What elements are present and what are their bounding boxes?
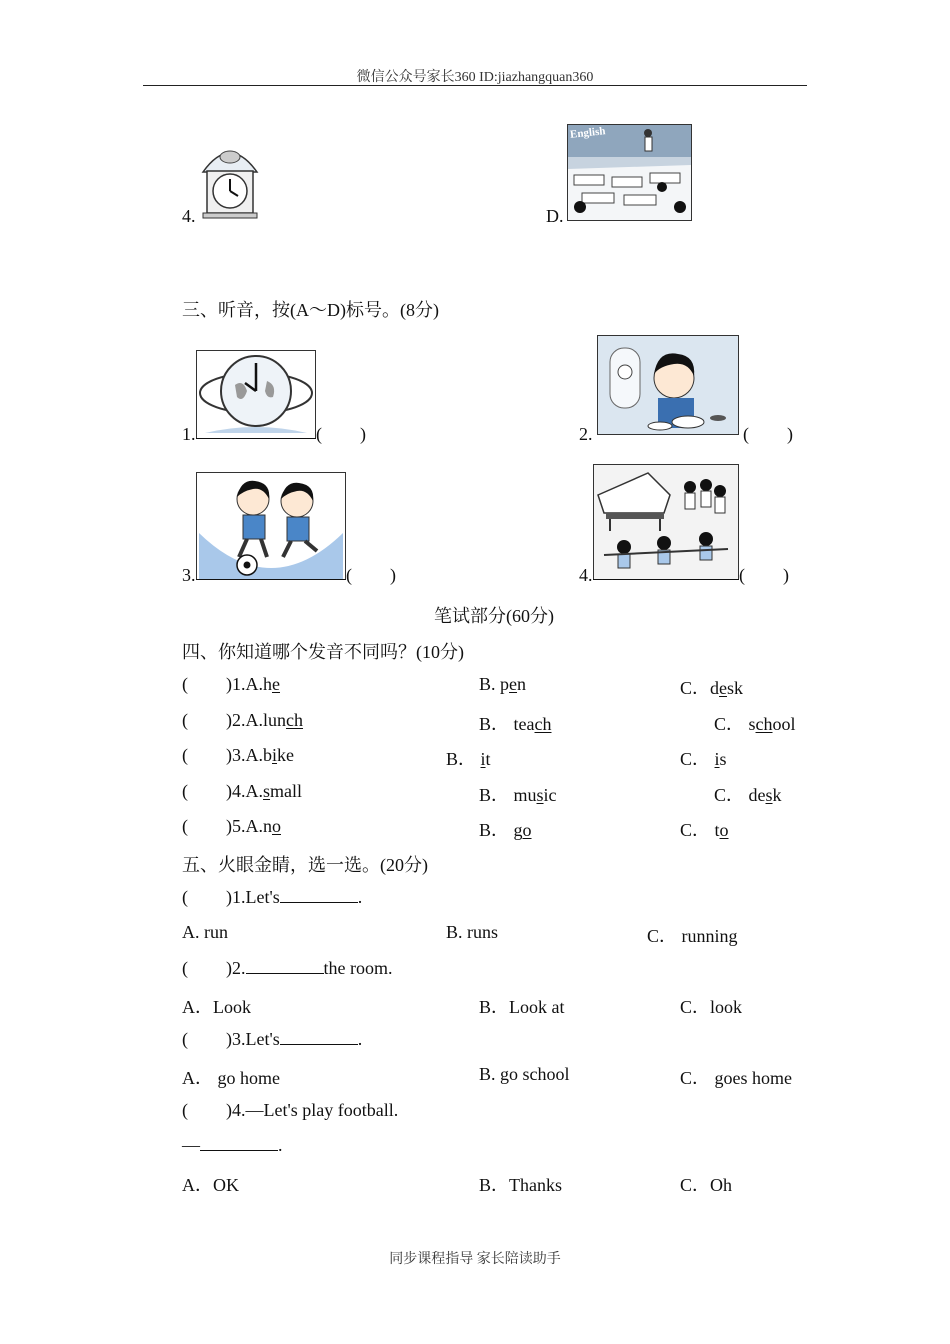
s4-q1-a-underlined: e [272, 674, 280, 694]
s5-q2-option-a: A．Look [182, 997, 251, 1017]
s4-q2-b-pre: B． tea [479, 714, 535, 734]
s5-q3-stem [182, 1029, 362, 1050]
s5-q1-stem [182, 887, 362, 908]
s5-q2-stem [182, 958, 393, 979]
written-part-title: 笔试部分(60分) [434, 606, 554, 626]
s4-q3-c-underlined: i [714, 749, 720, 769]
s4-q5-number: )5.A. [226, 816, 263, 836]
s4-q1-c-post: sk [727, 678, 744, 698]
s5-q2-blank [246, 971, 324, 974]
s3-item-1-paren-open: ( [316, 424, 322, 444]
s5-q1-option-b: B. runs [446, 922, 499, 942]
s4-q4-option-c [714, 781, 782, 807]
s5-q4-blank [200, 1148, 278, 1151]
s4-q4-c-post: k [772, 785, 782, 805]
s4-q3-stem [182, 745, 294, 766]
s4-q5-c-pre: C． t [680, 820, 720, 840]
boys-football-picture [196, 472, 346, 580]
s4-q1-stem [182, 674, 280, 695]
s3-item-4-paren [739, 565, 789, 586]
boy-eating-picture [597, 335, 739, 435]
s5-q4-paren: ( [182, 1100, 188, 1120]
s4-q5-b-pre: B． g [479, 820, 523, 840]
s5-q3-option-a: A． go home [182, 1068, 280, 1088]
s4-q2-stem [182, 710, 303, 731]
s4-q4-stem [182, 781, 302, 802]
s3-item-2-number: 2. [579, 424, 593, 444]
earth-clock-icon [197, 351, 315, 438]
s4-q3-number: )3.A. [226, 745, 263, 765]
s4-q1-b-underlined: e [509, 674, 518, 694]
s5-q1-blank [280, 900, 358, 903]
s4-q5-a-pre: n [263, 816, 272, 836]
s3-item-2-paren-open: ( [743, 424, 749, 444]
s4-q3-option-b [446, 745, 491, 771]
s4-q3-b-pre: B． [446, 749, 481, 769]
s5-q3-stem-post: . [357, 1029, 363, 1049]
boy-eating-icon [598, 336, 738, 434]
s5-q3-paren: ( [182, 1029, 188, 1049]
s5-q4-answer-dash: — [182, 1135, 200, 1155]
music-dance-picture [593, 464, 739, 580]
s4-q4-b-pre: B． mu [479, 785, 537, 805]
s4-q1-paren: ( [182, 674, 188, 694]
s5-q4-option-b: B．Thanks [479, 1175, 562, 1195]
s5-q4-option-a: A．OK [182, 1175, 239, 1195]
s4-q2-c-pre: C． s [714, 714, 756, 734]
s4-q4-number: )4.A. [226, 781, 263, 801]
clock-tower-icon [199, 138, 261, 220]
s5-q1-option-a: A. run [182, 922, 228, 942]
s4-q2-number: )2.A. [226, 710, 263, 730]
section-4-title: 四、你知道哪个发音不同吗？(10分) [182, 642, 464, 662]
page-footer: 同步课程指导 家长陪读助手 [389, 1252, 561, 1267]
s3-item-1-paren-close: ) [360, 424, 366, 444]
s5-q1-stem-post: . [357, 887, 363, 907]
s4-q4-a-post: mall [270, 781, 303, 801]
s3-item-1-paren [316, 424, 366, 445]
s4-q3-a-pre: b [263, 745, 272, 765]
s4-q2-c-post: ool [772, 714, 796, 734]
s4-q5-a-underlined: o [272, 816, 281, 836]
s4-q3-paren: ( [182, 745, 188, 765]
boys-football-icon [197, 473, 345, 579]
s3-item-3-number: 3. [182, 565, 196, 585]
s4-q5-c-underlined: o [719, 820, 729, 840]
s5-q4-option-c: C．Oh [680, 1175, 733, 1195]
s4-q4-c-underlined: s [765, 785, 773, 805]
s3-item-3-paren [346, 565, 396, 586]
s5-q4-answer-post: . [278, 1135, 283, 1155]
s3-item-2-paren-close: ) [787, 424, 793, 444]
s5-q4-stem [182, 1100, 398, 1121]
s4-q3-c-pre: C． [680, 749, 715, 769]
s5-q4-stem-pre: )4.—Let's play football. [226, 1100, 399, 1120]
s4-q5-option-b [479, 816, 532, 842]
s4-q3-c-post: s [719, 749, 727, 769]
header-divider [143, 85, 807, 86]
s4-q1-b-pre: B. p [479, 674, 510, 694]
s4-q4-option-b [479, 781, 557, 807]
s4-q1-a-pre: h [263, 674, 272, 694]
s4-q4-b-post: ic [543, 785, 557, 805]
s4-q5-option-c [680, 816, 729, 842]
s5-q2-stem-pre: )2. [226, 958, 246, 978]
s4-q4-a-underlined: s [263, 781, 271, 801]
page-header: 微信公众号家长360 ID:jiazhangquan360 [356, 70, 594, 85]
s3-item-3-paren-open: ( [346, 565, 352, 585]
s4-q1-option-c [680, 674, 743, 700]
s5-q4-answer-line [182, 1135, 283, 1156]
s4-q3-a-underlined: i [272, 745, 278, 765]
s5-q1-option-c: C． running [647, 926, 738, 946]
s4-q3-b-post: t [485, 749, 491, 769]
top-item-D-label: D. [546, 206, 564, 226]
section-3-title: 三、听音，按(A～D)标号。(8分) [182, 300, 439, 320]
s3-item-3-paren-close: ) [390, 565, 396, 585]
s4-q1-number: )1.A. [226, 674, 263, 694]
s3-item-2-paren [743, 424, 793, 445]
s4-q3-a-post: ke [277, 745, 295, 765]
s4-q1-b-post: n [517, 674, 527, 694]
clock-tower-picture [199, 138, 261, 220]
s4-q3-b-underlined: i [480, 749, 486, 769]
s5-q2-paren: ( [182, 958, 188, 978]
s3-item-4-number: 4. [579, 565, 593, 585]
section-5-title: 五、火眼金睛，选一选。(20分) [182, 855, 428, 875]
music-dance-icon [594, 465, 738, 579]
s4-q5-paren: ( [182, 816, 188, 836]
s3-item-1-answer-line [196, 438, 316, 439]
s5-q1-paren: ( [182, 887, 188, 907]
s4-q2-paren: ( [182, 710, 188, 730]
s4-q5-b-underlined: o [522, 820, 532, 840]
s4-q1-option-b [479, 674, 526, 695]
s4-q1-c-underlined: e [719, 678, 728, 698]
top-item-4-label: 4. [182, 206, 196, 226]
s3-item-3-answer-line [196, 579, 346, 580]
s4-q2-b-underlined: ch [534, 714, 552, 734]
s5-q2-option-b: B．Look at [479, 997, 565, 1017]
s5-q3-option-b: B. go school [479, 1064, 570, 1084]
english-sign: English [569, 125, 606, 141]
s5-q3-stem-pre: )3.Let's [226, 1029, 280, 1049]
s4-q2-a-underlined: ch [286, 710, 304, 730]
s4-q4-paren: ( [182, 781, 188, 801]
s4-q2-c-underlined: ch [755, 714, 773, 734]
s5-q2-stem-post: the room. [323, 958, 393, 978]
s5-q3-option-c: C． goes home [680, 1068, 792, 1088]
s4-q2-a-pre: lun [263, 710, 287, 730]
s3-item-4-answer-line [593, 579, 739, 580]
s3-item-1-number: 1. [182, 424, 196, 444]
s3-item-4-paren-open: ( [739, 565, 745, 585]
english-class-picture [567, 124, 692, 221]
s4-q2-option-b [479, 710, 552, 736]
s4-q5-stem [182, 816, 281, 837]
s4-q4-b-underlined: s [536, 785, 544, 805]
s3-item-4-paren-close: ) [783, 565, 789, 585]
s4-q4-c-pre: C． de [714, 785, 766, 805]
s4-q1-c-pre: C．d [680, 678, 720, 698]
s5-q3-blank [280, 1042, 358, 1045]
earth-clock-picture [196, 350, 316, 439]
s5-q2-option-c: C．look [680, 997, 743, 1017]
s5-q1-stem-pre: )1.Let's [226, 887, 280, 907]
s4-q2-option-c [714, 710, 796, 736]
s4-q3-option-c [680, 745, 727, 771]
